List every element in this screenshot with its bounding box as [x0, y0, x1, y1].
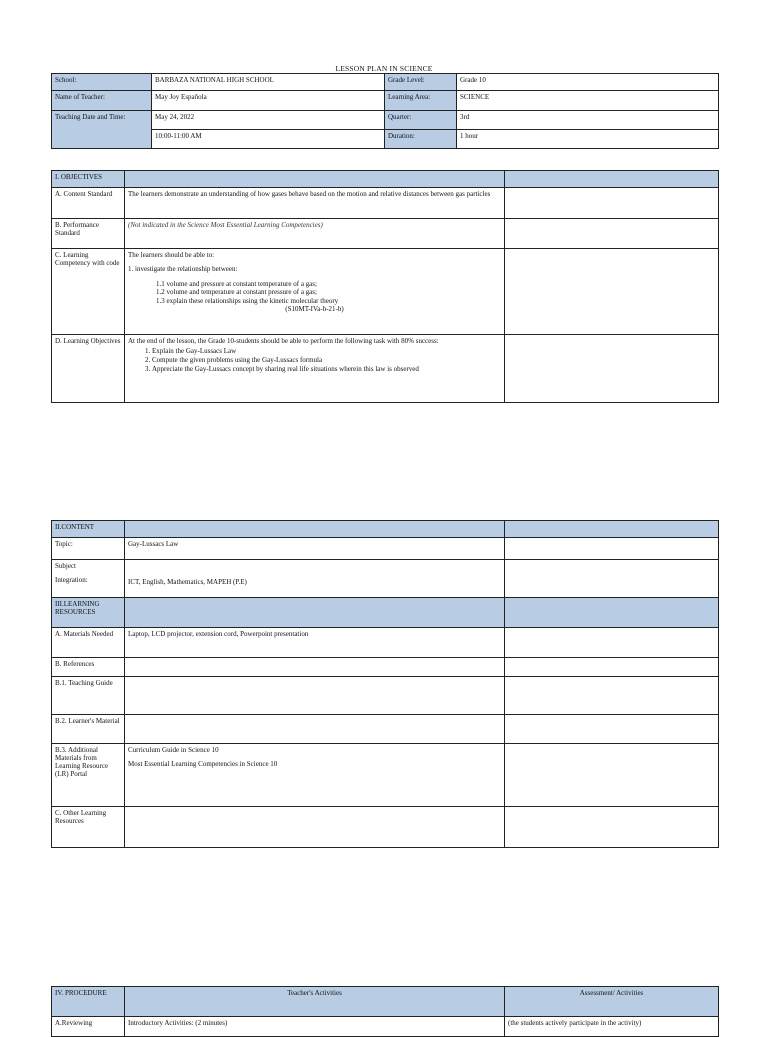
students-activity: (the students actively participate in the activity): [505, 1017, 719, 1037]
school-label: School:: [52, 74, 152, 91]
area-label: Learning Area:: [385, 91, 457, 111]
list-item: 1. Explain the Gay-Lussacs Law: [152, 347, 501, 356]
competency-sub: 1. investigate the relationship between:: [128, 265, 238, 274]
list-item: 3. Appreciate the Gay-Lussacs concept by sharing real life situations wherein this law is observed: [152, 365, 501, 374]
other-resources-label: C. Other Learning Resources: [52, 807, 125, 848]
reviewing-label: A.Reviewing: [52, 1017, 125, 1037]
grade-value: Grade 10: [457, 74, 719, 91]
objectives-table: [51, 170, 719, 403]
competency-label: C. Learning Competency with code: [52, 249, 125, 335]
competency-item: 1.3 explain these relationships using the kinetic molecular theory: [156, 296, 339, 305]
learning-objectives-list: [128, 347, 501, 373]
objectives-heading: I. OBJECTIVES: [52, 171, 125, 188]
quarter-label: Quarter:: [385, 111, 457, 130]
area-value: SCIENCE: [457, 91, 719, 111]
performance-standard-value: (Not indicated in the Science Most Essential Learning Competencies): [125, 219, 505, 249]
list-item: 2. Compute the given problems using the Gay-Lussacs formula: [152, 356, 501, 365]
quarter-value: 3rd: [457, 111, 719, 130]
topic-label: Topic:: [52, 538, 125, 560]
content-standard-value: The learners demonstrate an understanding of how gases behave based on the motion and relative distances between gas particles: [125, 188, 505, 219]
integration-value: ICT, English, Mathematics, MAPEH (P.E): [128, 578, 247, 586]
competency-item: 1.1 volume and pressure at constant temperature of a gas;: [156, 279, 317, 288]
grade-label: Grade Level:: [385, 74, 457, 91]
integration-label-cell: [52, 560, 125, 598]
date-value: May 24, 2022: [152, 111, 385, 130]
content-heading: II.CONTENT: [52, 521, 125, 538]
teacher-value: May Joy Española: [152, 91, 385, 111]
content-standard-label: A. Content Standard: [52, 188, 125, 219]
competency-code: (S10MT-IVa-b-21-b): [285, 304, 344, 313]
school-value: BARBAZA NATIONAL HIGH SCHOOL: [152, 74, 385, 91]
teacher-label: Name of Teacher:: [52, 91, 152, 111]
performance-standard-label: B. Performance Standard: [52, 219, 125, 249]
materials-value: Laptop, LCD projector, extension cord, Powerpoint presentation: [125, 628, 505, 658]
time-value: 10:00-11:00 AM: [152, 130, 385, 149]
learning-objectives-cell: [125, 335, 505, 403]
header-table: [51, 73, 719, 149]
duration-value: 1 hour: [457, 130, 719, 149]
assessment-header: Assessment/ Activities: [505, 987, 719, 1017]
introductory-activities: Introductory Activities: (2 minutes): [125, 1017, 505, 1037]
subject-label: Subject: [55, 562, 76, 570]
teaching-guide-label: B.1. Teaching Guide: [52, 677, 125, 715]
duration-label: Duration:: [385, 130, 457, 149]
competency-intro: The learners should be able to:: [128, 251, 215, 259]
date-label: Teaching Date and Time:: [52, 111, 152, 149]
topic-value: Gay-Lussacs Law: [125, 538, 505, 560]
additional-value: Most Essential Learning Competencies in Science 10: [128, 760, 278, 769]
materials-label: A. Materials Needed: [52, 628, 125, 658]
integration-label: Integration:: [55, 576, 88, 585]
resources-heading: III.LEARNING RESOURCES: [52, 598, 125, 628]
procedure-heading: IV. PROCEDURE: [52, 987, 125, 1017]
learner-material-label: B.2. Learner's Material: [52, 715, 125, 744]
procedure-table: [51, 986, 719, 1037]
additional-materials-label: B.3. Additional Materials from Learning Resource (LR) Portal: [52, 744, 125, 807]
page-title: LESSON PLAN IN SCIENCE: [335, 64, 433, 73]
competency-cell: [125, 249, 505, 335]
teacher-activities-header: Teacher's Activities: [125, 987, 505, 1017]
references-label: B. References: [52, 658, 125, 677]
content-table: [51, 520, 719, 848]
learning-objectives-label: D. Learning Objectives: [52, 335, 125, 403]
competency-item: 1.2 volume and temperature at constant pressure of a gas;: [156, 288, 317, 297]
learning-objectives-intro: At the end of the lesson, the Grade 10-students should be able to perform the following task with 80% success:: [128, 337, 439, 345]
additional-value: Curriculum Guide in Science 10: [128, 746, 219, 754]
